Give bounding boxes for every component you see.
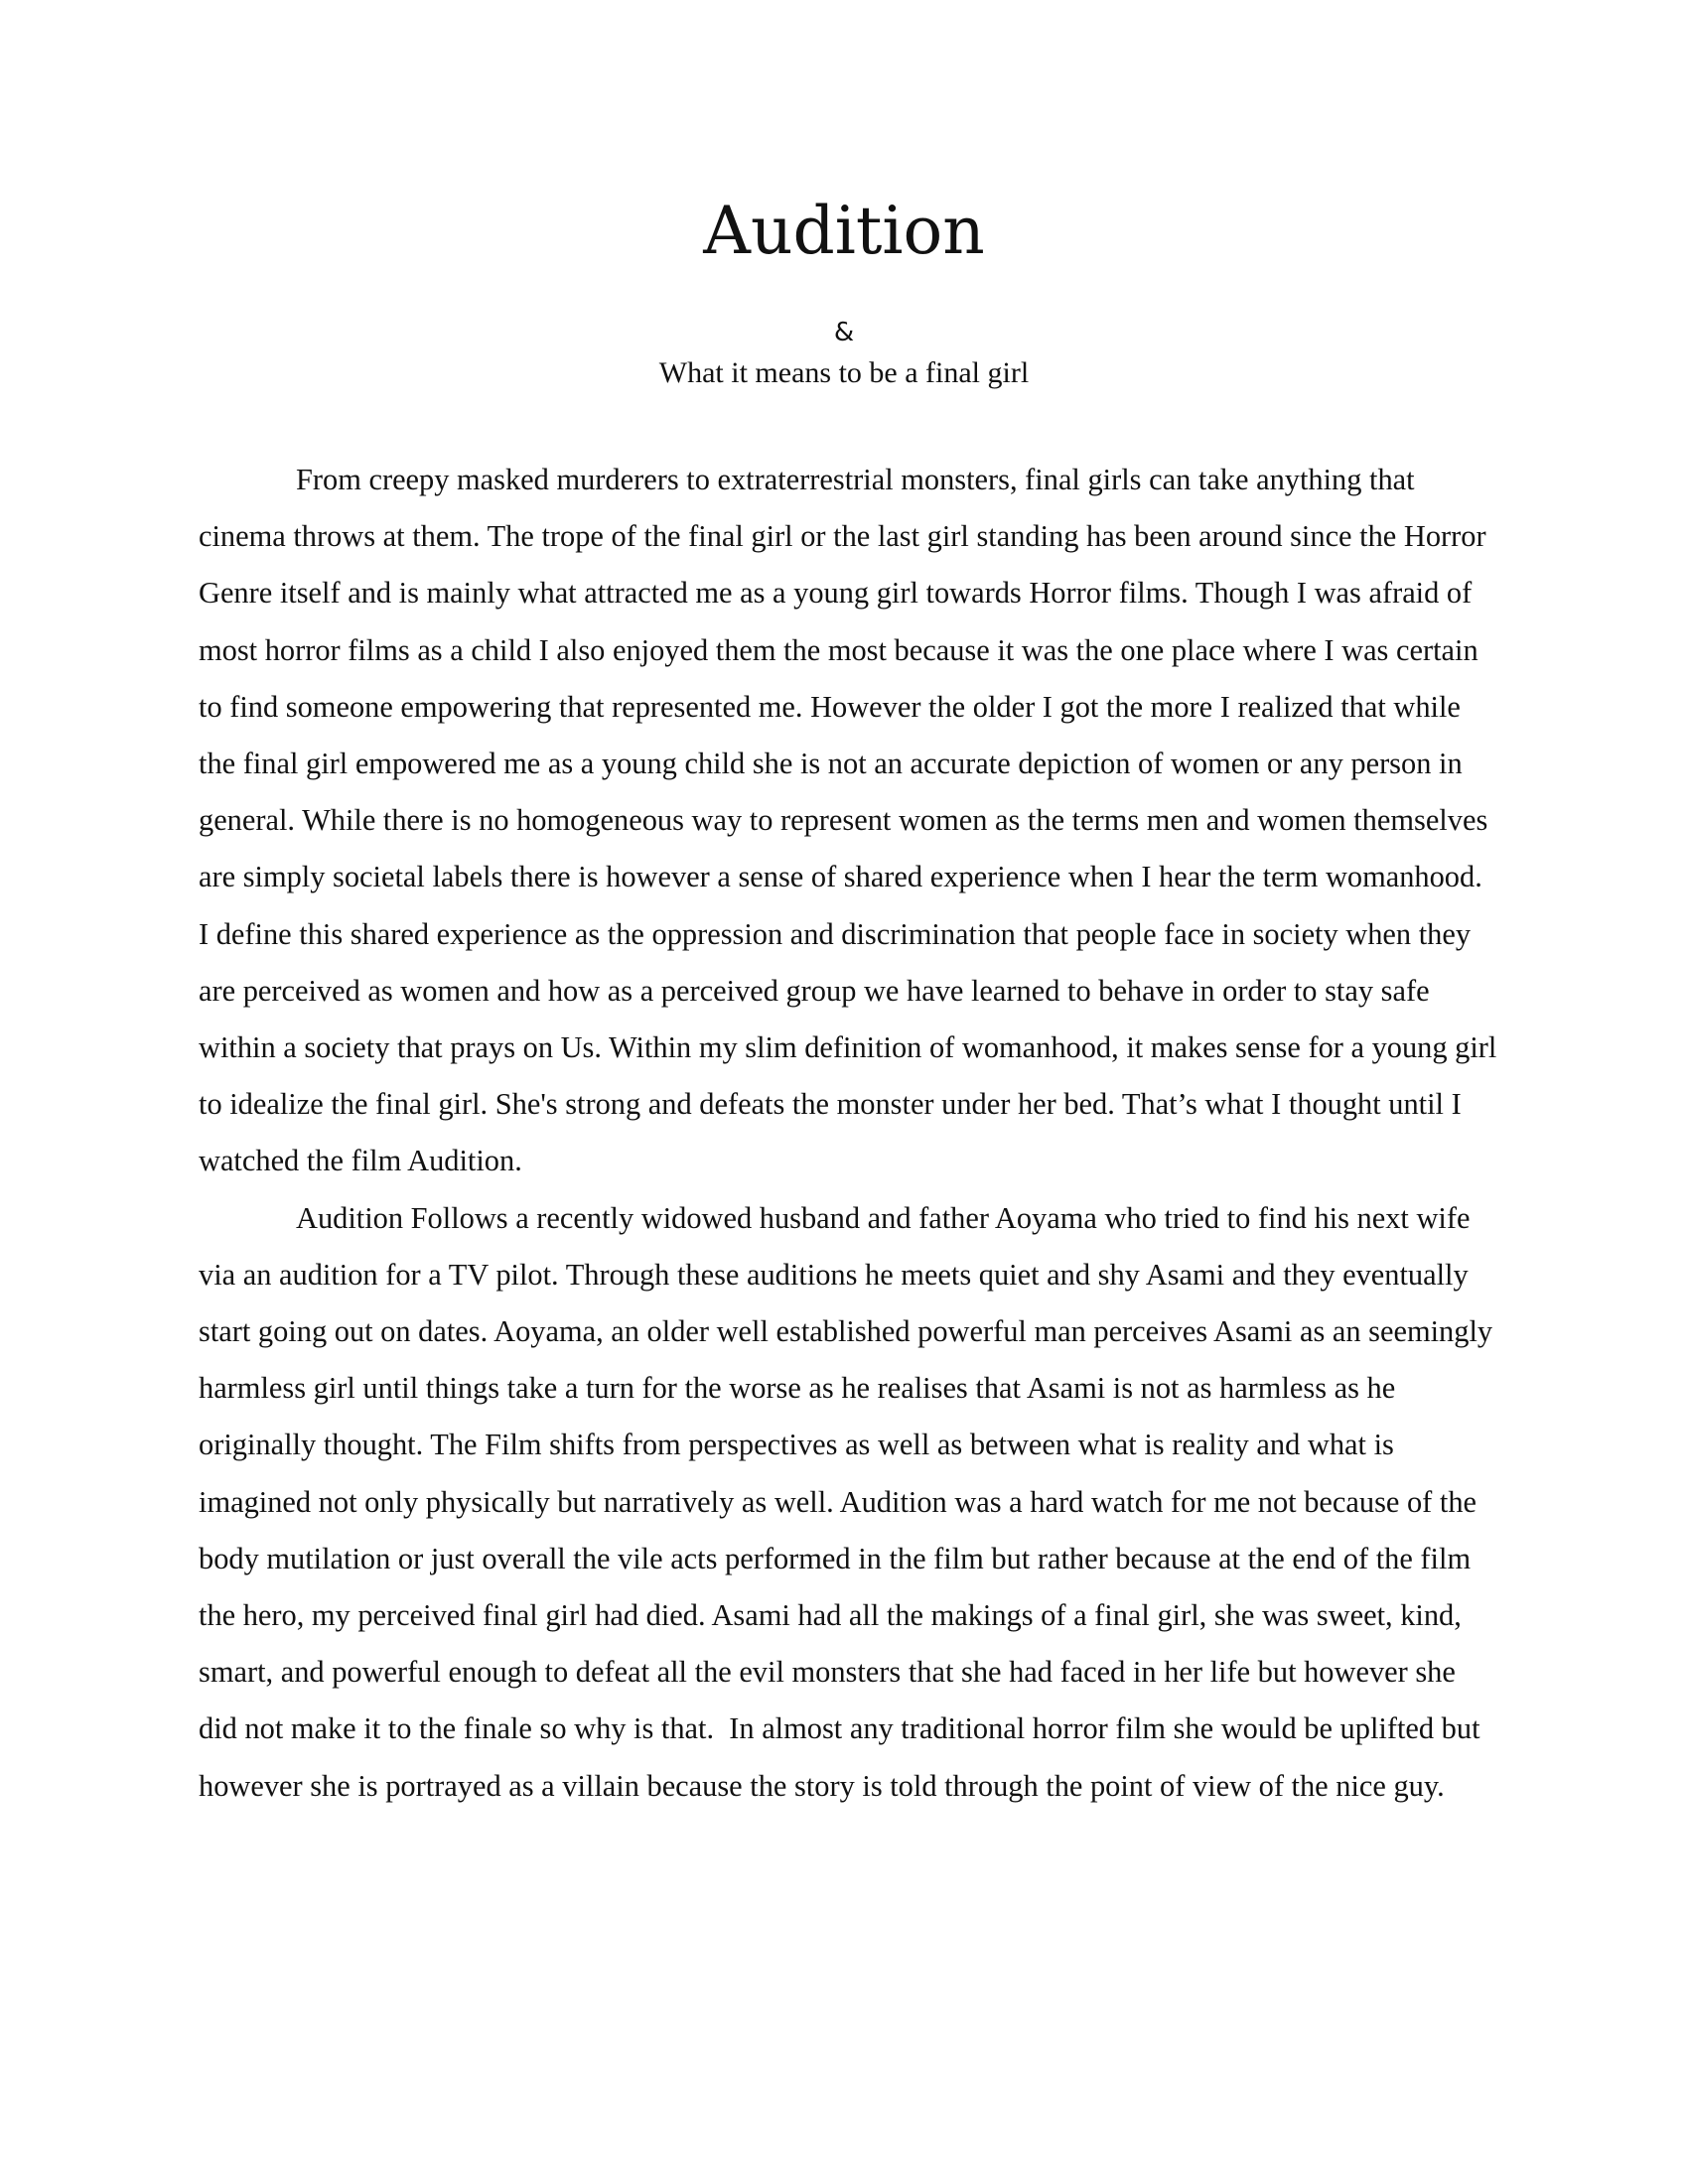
paragraph-2: Audition Follows a recently widowed husband and father Aoyama who tried to find his next wife via an audition for a TV pilot. Through these auditions he meets quiet and shy Asami and they eventually start going out on dates. Aoyama, an older well established powerful man perceives Asami as an seemingly harmless girl until things take a turn for the worse as he realises that Asami is not as harmless as he originally thought. The Film shifts from perspectives as well as between what is reality and what is imagined not only physically but narratively as well. Audition was a hard watch for me not because of the body mutilation or just overall the vile acts performed in the film but rather because at the end of the film the hero, my perceived final girl had died. Asami had all the makings of a final girl, she was sweet, kind, smart, and powerful enough to defeat all the evil monsters that she had faced in her life but however she did not make it to the finale so why is that. In almost any traditional horror film she would be uplifted but however she is portrayed as a villain because the story is told through the point of view of the nice guy. — [199, 1200, 1500, 1803]
ampersand-separator: & — [833, 318, 855, 347]
paragraph-1: From creepy masked murderers to extraterrestrial monsters, final girls can take anything that cinema throws at them. The trope of the final girl or the last girl standing has been around since the Horror Genre itself and is mainly what attracted me as a young girl towards Horror films. Though I was afraid of most horror films as a child I also enjoyed them the most because it was the one place where I was certain to find someone empowering that represented me. However the older I got the more I realized that while the final girl empowered me as a young child she is not an accurate depiction of women or any person in general. While there is no homogeneous way to represent women as the terms men and women themselves are simply societal labels there is however a sense of shared experience when I hear the term womanhood. I define this shared experience as the oppression and discrimination that people face in society when they are perceived as women and how as a perceived group we have learned to behave in order to stay safe within a society that prays on Us. Within my slim definition of womanhood, it makes sense for a young girl to idealize the final girl. She's strong and defeats the monster under her bed. That’s what I thought until I watched the film Audition. — [199, 463, 1504, 1178]
essay-body — [199, 452, 1504, 1815]
document-subtitle: What it means to be a final girl — [658, 356, 1030, 389]
document-title: Audition — [703, 193, 985, 269]
